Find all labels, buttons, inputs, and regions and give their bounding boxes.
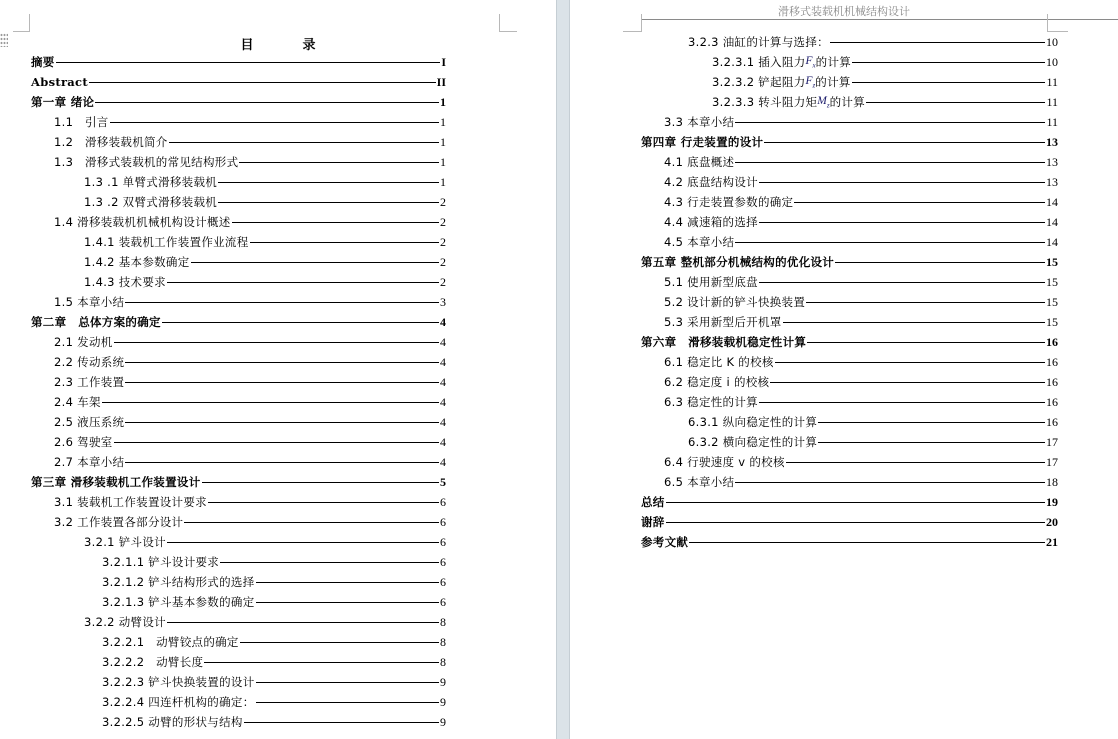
toc-leader-line [125, 362, 439, 363]
toc-entry[interactable] [688, 432, 1058, 452]
toc-leader-line [735, 242, 1045, 243]
toc-entry[interactable] [54, 432, 446, 452]
toc-entry[interactable] [84, 612, 446, 632]
toc-entry-label: 6.4 行驶速度 v 的校核 [664, 455, 785, 469]
toc-entry-label: 3.2.2.2 动臂长度 [102, 655, 204, 669]
toc-leader-line [689, 542, 1045, 543]
toc-entry-label: Abstract [31, 75, 88, 89]
toc-entry-label: 1.4 滑移装载机机械机构设计概述 [54, 215, 231, 229]
toc-entry-label: 1.4.1 装载机工作装置作业流程 [84, 235, 249, 249]
toc-page-number: 4 [440, 314, 446, 329]
toc-entry-label: 2.6 驾驶室 [54, 435, 113, 449]
toc-entry[interactable] [664, 372, 1058, 392]
toc-entry[interactable] [54, 212, 446, 232]
toc-page-number: II [436, 74, 446, 89]
toc-page-number: 4 [440, 354, 446, 369]
math-symbol: $M_z$ [817, 94, 830, 110]
toc-page-number: 1 [440, 114, 446, 129]
toc-leader-line [783, 322, 1045, 323]
toc-entry[interactable] [102, 552, 446, 572]
margin-crop-mark-top-right [1047, 14, 1068, 32]
toc-leader-line [167, 622, 439, 623]
toc-page-number: 16 [1046, 414, 1058, 429]
toc-entry-label: 第五章 整机部分机械结构的优化设计 [641, 255, 835, 269]
toc-entry-label: 3.2.2.1 动臂铰点的确定 [102, 635, 239, 649]
toc-entry-label: 1.3 .2 双臂式滑移装载机 [84, 195, 218, 209]
toc-leader-line [835, 262, 1045, 263]
toc-page-number: 10 [1046, 34, 1058, 49]
toc-leader-line [89, 82, 436, 83]
toc-entry[interactable] [102, 712, 446, 732]
toc-leader-line [852, 62, 1045, 63]
toc-entry-label: 总结 [641, 495, 665, 509]
toc-chapter-entry[interactable] [31, 472, 446, 492]
toc-page-number: 13 [1046, 154, 1058, 169]
toc-page-number: 15 [1046, 254, 1058, 269]
toc-entry[interactable] [54, 112, 446, 132]
toc-entry-label: 1.3 .1 单臂式滑移装载机 [84, 175, 218, 189]
toc-leader-line [162, 322, 439, 323]
toc-page-number: 13 [1046, 134, 1058, 149]
toc-entry-label: 2.1 发动机 [54, 335, 113, 349]
toc-entry-label: 3.3 本章小结 [664, 115, 735, 129]
toc-entry-label: 3.2.1.1 铲斗设计要求 [102, 555, 220, 569]
toc-leader-line [852, 82, 1046, 83]
toc-page-number: 18 [1046, 474, 1058, 489]
toc-entry-label: 6.3 稳定性的计算 [664, 395, 758, 409]
toc-leader-line [56, 62, 441, 63]
toc-entry-label: 第一章 绪论 [31, 95, 95, 109]
toc-page-number: 17 [1046, 434, 1058, 449]
toc-entry[interactable] [688, 412, 1058, 432]
toc-entry-label: 3.2.3.2 铲起阻力 [712, 75, 806, 89]
toc-entry[interactable] [54, 372, 446, 392]
toc-leader-line [169, 142, 439, 143]
toc-entry[interactable] [664, 472, 1058, 492]
toc-entry[interactable] [84, 192, 446, 212]
toc-leader-line [794, 202, 1045, 203]
toc-page-number: 1 [440, 94, 446, 109]
toc-chapter-entry[interactable] [641, 252, 1058, 272]
toc-page-number: 14 [1046, 234, 1058, 249]
toc-entry[interactable] [84, 532, 446, 552]
toc-leader-line [256, 582, 440, 583]
toc-page-number: 4 [440, 374, 446, 389]
toc-entry[interactable] [664, 212, 1058, 232]
toc-leader-line [110, 122, 439, 123]
toc-page-number: 14 [1046, 194, 1058, 209]
toc-leader-line [204, 662, 439, 663]
toc-leader-line [666, 522, 1045, 523]
toc-leader-line [250, 242, 439, 243]
toc-entry-label: 6.5 本章小结 [664, 475, 735, 489]
toc-page-number: 17 [1046, 454, 1058, 469]
toc-leader-line [735, 162, 1045, 163]
toc-page-number: 2 [440, 214, 446, 229]
toc-entry-label: 5.2 设计新的铲斗快换装置 [664, 295, 806, 309]
toc-leader-line [807, 342, 1045, 343]
toc-entry[interactable] [712, 52, 1058, 72]
toc-entry[interactable] [54, 412, 446, 432]
toc-entry-label-suffix: 的计算 [815, 75, 851, 89]
toc-entry-label: 第二章 总体方案的确定 [31, 315, 161, 329]
toc-leader-line [735, 482, 1045, 483]
toc-entry-label: 2.3 工作装置 [54, 375, 125, 389]
toc-leader-line [125, 302, 439, 303]
toc-page-number: 4 [440, 394, 446, 409]
toc-leader-line [256, 702, 440, 703]
toc-leader-line [806, 302, 1045, 303]
toc-chapter-entry[interactable] [31, 92, 446, 112]
toc-leader-line [218, 182, 439, 183]
margin-crop-mark-top-left [623, 14, 642, 32]
toc-page-number: 20 [1046, 514, 1058, 529]
toc-leader-line [239, 162, 439, 163]
toc-entry-label: 3.2.2 动臂设计 [84, 615, 166, 629]
toc-entry-label: 3.2.2.3 铲斗快换装置的设计 [102, 675, 255, 689]
toc-page-number: 2 [440, 274, 446, 289]
toc-leader-line [764, 142, 1045, 143]
toc-leader-line [770, 382, 1045, 383]
toc-entry-label: 4.1 底盘概述 [664, 155, 735, 169]
toc-entry-label: 2.4 车架 [54, 395, 101, 409]
toc-entry-label: 参考文献 [641, 535, 689, 549]
toc-entry-label: 3.2.3.3 转斗阻力矩 [712, 95, 818, 109]
toc-chapter-entry[interactable] [31, 52, 446, 72]
math-symbol: $F_z$ [805, 74, 816, 90]
toc-entry[interactable] [54, 332, 446, 352]
toc-page-number: 14 [1046, 214, 1058, 229]
toc-entry[interactable] [54, 152, 446, 172]
toc-entry[interactable] [102, 652, 446, 672]
toc-entry-label: 摘要 [31, 55, 55, 69]
toc-entry[interactable] [664, 112, 1058, 132]
toc-entry[interactable] [664, 272, 1058, 292]
toc-entry[interactable] [102, 572, 446, 592]
toc-entry-label: 2.7 本章小结 [54, 455, 125, 469]
toc-leader-line [167, 282, 439, 283]
toc-entry[interactable] [54, 392, 446, 412]
toc-entry[interactable] [664, 392, 1058, 412]
toc-leader-line [232, 222, 439, 223]
toc-entry-label: 3.2.2.4 四连杆机构的确定： [102, 695, 255, 709]
toc-entry-label: 3.2.1 铲斗设计 [84, 535, 166, 549]
toc-page-number: 11 [1046, 74, 1058, 89]
toc-page-number: I [441, 54, 446, 69]
toc-entry-label: 1.4.3 技术要求 [84, 275, 166, 289]
toc-page-number: 4 [440, 334, 446, 349]
toc-leader-line [759, 402, 1045, 403]
toc-page-number: 15 [1046, 314, 1058, 329]
toc-entry-label: 6.3.2 横向稳定性的计算 [688, 435, 818, 449]
toc-entry-label: 1.1 引言 [54, 115, 109, 129]
toc-entry-label: 3.2.2.5 动臂的形状与结构 [102, 715, 243, 729]
toc-page-number: 9 [440, 694, 446, 709]
toc-page-number: 4 [440, 454, 446, 469]
toc-entry-label: 6.1 稳定比 K 的校核 [664, 355, 774, 369]
toc-leader-line [125, 422, 439, 423]
document-page-left [0, 0, 556, 739]
toc-entry[interactable] [664, 192, 1058, 212]
toc-entry-label: 1.3 滑移式装载机的常见结构形式 [54, 155, 239, 169]
toc-entry[interactable] [54, 512, 446, 532]
toc-entry[interactable] [54, 452, 446, 472]
toc-leader-line [102, 402, 439, 403]
running-header: 滑移式装载机机械结构设计 [778, 5, 910, 18]
toc-entry[interactable] [84, 232, 446, 252]
toc-page-number: 1 [440, 134, 446, 149]
toc-page-number: 16 [1046, 374, 1058, 389]
toc-leader-line [202, 482, 439, 483]
toc-leader-line [95, 102, 439, 103]
toc-leader-line [244, 722, 439, 723]
toc-entry-label: 3.2.3 油缸的计算与选择： [688, 35, 829, 49]
margin-crop-mark-top-right [499, 14, 517, 32]
toc-entry-label: 4.4 减速箱的选择 [664, 215, 758, 229]
toc-page-number: 16 [1046, 354, 1058, 369]
toc-entry-label: 5.3 采用新型后开机罩 [664, 315, 782, 329]
toc-chapter-entry[interactable] [641, 532, 1058, 552]
document-page-right [570, 0, 1118, 739]
toc-leader-line [114, 442, 439, 443]
toc-leader-line [240, 642, 439, 643]
toc-leader-line [184, 522, 439, 523]
toc-entry[interactable] [102, 632, 446, 652]
toc-page-number: 10 [1046, 54, 1058, 69]
toc-leader-line [759, 182, 1045, 183]
toc-page-number: 15 [1046, 294, 1058, 309]
toc-entry[interactable] [84, 172, 446, 192]
toc-entry[interactable] [54, 132, 446, 152]
toc-entry[interactable] [664, 292, 1058, 312]
toc-page-number: 9 [440, 714, 446, 729]
toc-entry[interactable] [664, 312, 1058, 332]
toc-entry-label-suffix: 的计算 [815, 55, 852, 69]
toc-leader-line [759, 282, 1045, 283]
toc-entry-label: 1.4.2 基本参数确定 [84, 255, 190, 269]
toc-entry-label: 6.2 稳定度 i 的校核 [664, 375, 770, 389]
toc-chapter-entry[interactable] [641, 512, 1058, 532]
toc-chapter-entry[interactable] [31, 312, 446, 332]
toc-leader-line [818, 422, 1045, 423]
toc-page-number: 19 [1046, 494, 1058, 509]
toc-entry-label-suffix: 的计算 [829, 95, 866, 109]
toc-chapter-entry[interactable] [31, 72, 446, 92]
toc-entry[interactable] [712, 92, 1058, 112]
toc-page-number: 5 [440, 474, 446, 489]
math-symbol: $F_x$ [805, 54, 816, 70]
toc-leader-line [125, 382, 439, 383]
toc-page-number: 9 [440, 674, 446, 689]
toc-leader-line [818, 442, 1045, 443]
toc-entry-label: 第六章 滑移装载机稳定性计算 [641, 335, 807, 349]
toc-entry[interactable] [664, 172, 1058, 192]
toc-entry[interactable] [712, 72, 1058, 92]
toc-entry-label: 第三章 滑移装载机工作装置设计 [31, 475, 201, 489]
toc-leader-line [256, 602, 440, 603]
toc-page-number: 11 [1046, 94, 1058, 109]
toc-leader-line [218, 202, 439, 203]
toc-entry[interactable] [664, 352, 1058, 372]
toc-leader-line [735, 122, 1045, 123]
toc-page-number: 6 [440, 554, 446, 569]
toc-entry-label: 3.2.1.3 铲斗基本参数的确定 [102, 595, 255, 609]
toc-page-number: 21 [1046, 534, 1058, 549]
toc-entry[interactable] [54, 492, 446, 512]
toc-entry-label: 1.5 本章小结 [54, 295, 125, 309]
toc-page-number: 1 [440, 154, 446, 169]
toc-entry-label: 第四章 行走装置的设计 [641, 135, 764, 149]
toc-entry-label: 3.2.1.2 铲斗结构形式的选择 [102, 575, 255, 589]
toc-entry[interactable] [102, 672, 446, 692]
toc-leader-line [256, 682, 440, 683]
toc-leader-line [191, 262, 439, 263]
toc-leader-line [208, 502, 439, 503]
toc-page-number: 4 [440, 414, 446, 429]
toc-page-number: 4 [440, 434, 446, 449]
page-gap [556, 0, 570, 739]
toc-chapter-entry[interactable] [641, 332, 1058, 352]
toc-entry[interactable] [664, 452, 1058, 472]
toc-leader-line [830, 42, 1045, 43]
toc-page-number: 8 [440, 654, 446, 669]
toc-page-number: 6 [440, 574, 446, 589]
toc-page-number: 6 [440, 594, 446, 609]
toc-page-number: 6 [440, 494, 446, 509]
toc-entry-label: 2.2 传动系统 [54, 355, 125, 369]
toc-entry[interactable] [688, 32, 1058, 52]
toc-entry[interactable] [102, 592, 446, 612]
toc-entry-label: 5.1 使用新型底盘 [664, 275, 758, 289]
toc-entry-label: 6.3.1 纵向稳定性的计算 [688, 415, 818, 429]
toc-page-number: 16 [1046, 334, 1058, 349]
toc-entry-label: 4.2 底盘结构设计 [664, 175, 758, 189]
toc-leader-line [866, 102, 1045, 103]
toc-page-number: 6 [440, 514, 446, 529]
toc-leader-line [759, 222, 1045, 223]
toc-entry-label: 谢辞 [641, 515, 665, 529]
toc-entry[interactable] [84, 252, 446, 272]
toc-entry-label: 3.2.3.1 插入阻力 [712, 55, 806, 69]
toc-entry-label: 4.3 行走装置参数的确定 [664, 195, 794, 209]
toc-page-number: 3 [440, 294, 446, 309]
toc-page-number: 8 [440, 614, 446, 629]
toc-entry-label: 4.5 本章小结 [664, 235, 735, 249]
toc-page-number: 13 [1046, 174, 1058, 189]
toc-entry[interactable] [84, 272, 446, 292]
toc-leader-line [125, 462, 439, 463]
toc-leader-line [220, 562, 439, 563]
toc-page-number: 2 [440, 194, 446, 209]
toc-chapter-entry[interactable] [641, 492, 1058, 512]
toc-page-number: 8 [440, 634, 446, 649]
toc-leader-line [114, 342, 439, 343]
toc-chapter-entry[interactable] [641, 132, 1058, 152]
toc-entry[interactable] [664, 152, 1058, 172]
toc-entry[interactable] [664, 232, 1058, 252]
toc-page-number: 1 [440, 174, 446, 189]
toc-entry-label: 2.5 液压系统 [54, 415, 125, 429]
toc-leader-line [167, 542, 439, 543]
toc-leader-line [786, 462, 1045, 463]
toc-entry[interactable] [102, 692, 446, 712]
margin-crop-mark-top-left [13, 14, 30, 32]
toc-page-number: 11 [1046, 114, 1058, 129]
toc-leader-line [775, 362, 1045, 363]
toc-page-number: 16 [1046, 394, 1058, 409]
toc-entry-label: 3.2 工作装置各部分设计 [54, 515, 184, 529]
toc-page-number: 15 [1046, 274, 1058, 289]
toc-entry-label: 1.2 滑移装载机简介 [54, 135, 168, 149]
toc-page-number: 2 [440, 234, 446, 249]
toc-entry-label: 3.1 装载机工作装置设计要求 [54, 495, 207, 509]
toc-leader-line [666, 502, 1045, 503]
toc-page-number: 2 [440, 254, 446, 269]
toc-entry[interactable] [54, 292, 446, 312]
toc-title: 目 录 [240, 38, 334, 53]
toc-page-number: 6 [440, 534, 446, 549]
toc-entry[interactable] [54, 352, 446, 372]
